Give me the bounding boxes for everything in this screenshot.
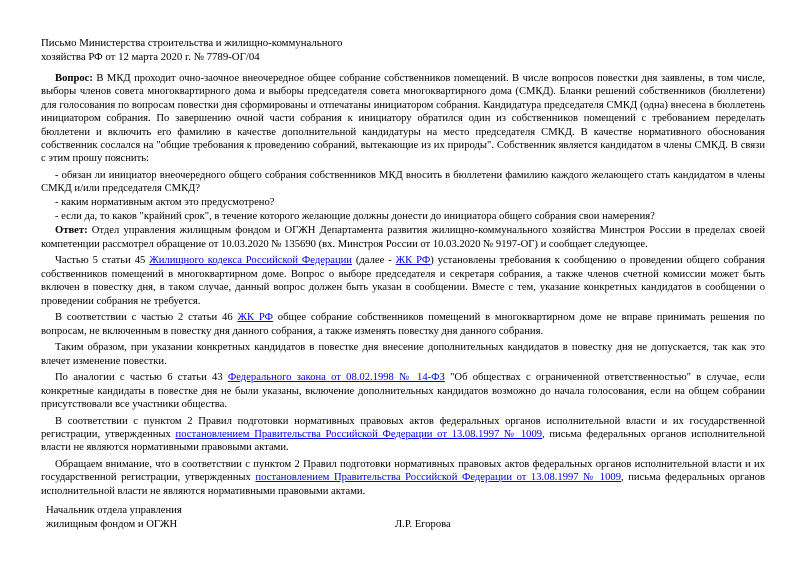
header-line-1: Письмо Министерства строительства и жилищно-коммунального — [41, 37, 343, 49]
paragraph-text: общее собрание собственников помещений в многоквартирном доме не вправе принимать решения по вопросам, не включенным в повестку дня данного собрания, а также изменять повестку дня данного собрания. — [41, 312, 765, 337]
answer-label: Ответ: — [55, 225, 88, 237]
paragraph-text: , письма федеральных органов исполнительной власти не являются нормативными правовыми актами. — [41, 472, 766, 497]
answer-paragraph — [41, 224, 765, 251]
paragraph-text: Обращаем внимание, что в соответствии с пунктом 2 Правил подготовки нормативных правовых актов федеральных органов исполнительной власти и их государственной регистрации, утвержденных — [41, 459, 765, 484]
signature-title-line-1: Начальник отдела управления — [46, 505, 182, 516]
question-paragraph — [41, 72, 765, 166]
question-list — [41, 169, 765, 224]
header-line-2: хозяйства РФ от 12 марта 2020 г. № 7789-ОГ/04 — [41, 50, 260, 63]
link-zk-rf[interactable]: ЖК РФ — [395, 255, 431, 267]
link-government-decree-2[interactable]: постановлением Правительства Российской Федерации от 13.08.1997 № 1009 — [255, 472, 621, 484]
question-item: - каким нормативным актом это предусмотрено? — [55, 197, 275, 209]
link-government-decree[interactable]: постановлением Правительства Российской Федерации от 13.08.1997 № 1009 — [175, 429, 543, 441]
paragraph-text: , письма федеральных органов исполнительной власти не являются нормативными правовыми актами. — [41, 429, 765, 454]
question-text: В МКД проходит очно-заочное внеочередное общее собрание собственников помещений. В числе вопросов повестки дня заявлены, в том числе, выборы членов совета многоквартирного дома и выборы председателя совета многоквартирного дома (СМКД). Бланки решений собственников (бюллетени) для голосования по вопросам повестки дня сформированы и отпечатаны инициатором собрания. Кандидатура председателя СМКД (одна) внесена в бюллетень инициатором собрания. По завершению очной части собрания к инициатору обратился один из собственников помещений с требованием переделать бюллетени и включить его фамилию в качестве дополнительной кандидатуры на место председателя СМКД. В качестве нормативного обоснования собственник сослался на "общие требования к проведению собраний, вытекающие из их природы". Собственник является кандидатом в члены СМКД. В связи с этим прошу пояснить: — [41, 73, 765, 165]
paragraph-text: В соответствии с пунктом 2 Правил подготовки нормативных правовых актов федеральных органов исполнительной власти и их государственной регистрации, утвержденных — [41, 415, 765, 441]
paragraph-text: По аналогии с частью 6 статьи 43 — [55, 372, 228, 384]
signature-name: Л.Р. Егорова — [395, 519, 451, 530]
paragraph-text: В соответствии с частью 2 статьи 46 — [55, 312, 238, 324]
paragraph-6 — [41, 458, 765, 498]
link-zk-rf-2[interactable]: ЖК РФ — [237, 312, 273, 324]
paragraph-3: Таким образом, при указании конкретных кандидатов в повестке дня внесение дополнительных кандидатов в повестку дня не допускается, так как это влечет изменение повестки. — [41, 342, 765, 367]
document-header — [41, 37, 441, 64]
question-item: - обязан ли инициатор внеочередного общего собрания собственников МКД вносить в бюллетени фамилию каждого желающего стать кандидатом в члены СМКД и/или председателя СМКД? — [41, 170, 765, 195]
link-federal-law[interactable]: Федерального закона от 08.02.1998 № 14-ФЗ — [227, 372, 445, 384]
question-label: Вопрос: — [55, 73, 93, 84]
signature-title-line-2: жилищным фондом и ОГЖН — [46, 518, 178, 530]
link-housing-code[interactable]: Жилищного кодекса Российской Федерации — [149, 255, 352, 267]
answer-text: Отдел управления жилищным фондом и ОГЖН Департамента развития жилищно-коммунального хозяйства Минстроя России в пределах своей компетенции рассмотрел обращение от 10.03.2020 № 135690 (вх. Минстроя России от 10.03.2020 № 9197-ОГ) и сообщает следующее. — [41, 225, 765, 250]
paragraph-1 — [41, 254, 765, 308]
document-body — [41, 72, 765, 501]
paragraph-5 — [41, 415, 765, 455]
paragraph-2 — [41, 311, 765, 338]
signature-title — [46, 504, 182, 531]
question-item: - если да, то каков "крайний срок", в течение которого желающие должны донести до инициатора общего собрания свои намерения? — [55, 211, 655, 223]
paragraph-text: Частью 5 статьи 45 — [55, 255, 150, 267]
paragraph-4 — [41, 371, 765, 411]
paragraph-text: "Об обществах с ограниченной ответственностью" в случае, если конкретные кандидаты в повестке дня не были указаны, включение дополнительных кандидатов возможно до начала голосования, если на общем собрании присутствовали все участники общества. — [41, 372, 765, 411]
paragraph-text: (далее - — [351, 255, 396, 267]
paragraph-text: ) установлены требования к сообщению о проведении общего собрания собственников помещений в многоквартирном доме. Вопрос о выборе председателя и секретаря собрания, а также членов счетной комиссии может быть включен в повестку дня, в таком случае, данный вопрос должен быть указан в сообщении. Вместе с тем, указание конкретных кандидатов в сообщении о проведении собрания не требуется. — [41, 255, 765, 307]
